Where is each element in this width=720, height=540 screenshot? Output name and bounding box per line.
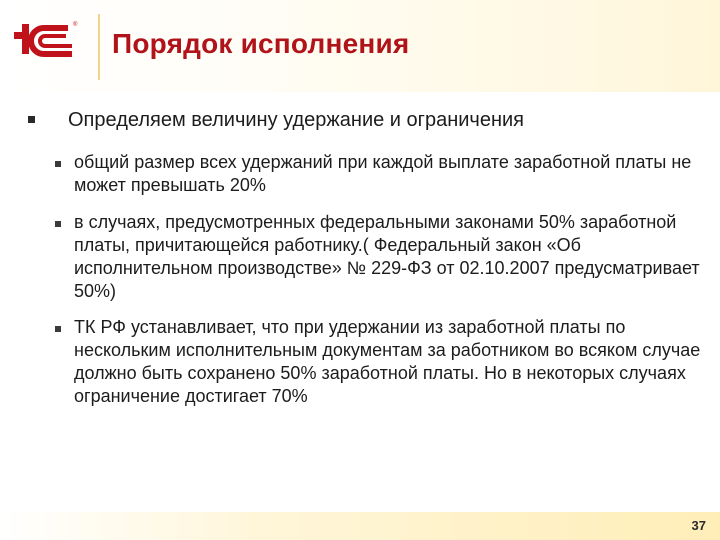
square-bullet-icon [28,116,35,123]
registered-mark: ® [73,22,78,28]
square-bullet-icon [55,161,61,167]
slide-title: Порядок исполнения [112,28,410,59]
footer-band [0,512,720,540]
sub-bullet-3: ТК РФ устанавливает, что при удержании из заработной платы по нескольким исполнительным документам за работником во всяком случае должно быть сохранено 50% заработной платы. Но в некоторых случаях ограничение достигает 70% [74,317,701,406]
sub-bullet-1: общий размер всех удержаний при каждой выплате заработной платы не может превышать 20% [74,152,692,195]
page-number: 37 [691,518,706,533]
square-bullet-icon [55,326,61,332]
square-bullet-icon [55,221,61,227]
main-bullet-text: Определяем величину удержание и ограничения [68,109,524,131]
sub-bullet-2: в случаях, предусмотренных федеральными законами 50% заработной платы, причитающейся работнику.( Федеральный закон «Об исполнительном производстве» № 229-ФЗ от 02.10.2007 предусматривает 50%) [74,212,700,301]
